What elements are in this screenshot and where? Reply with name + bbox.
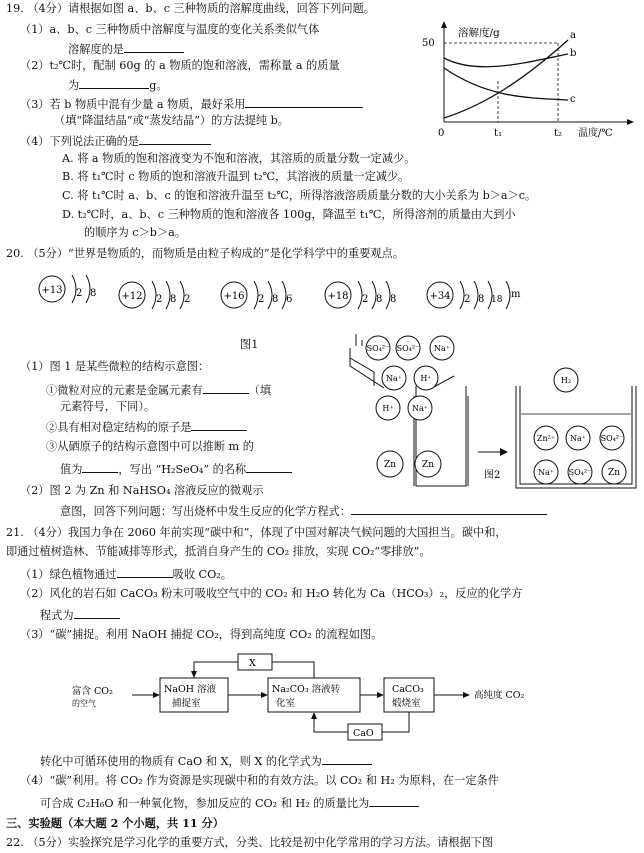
zinc-atom: Zn xyxy=(607,468,621,478)
shell-electrons: 8 xyxy=(478,294,485,305)
nucleus-charge: +12 xyxy=(121,291,143,302)
answer-blank[interactable] xyxy=(117,566,173,578)
flow-box1-line2: 捕捉室 xyxy=(172,698,201,709)
answer-blank[interactable] xyxy=(82,461,118,473)
q21-part3: （3）“碳”捕捉。利用 NaOH 捕捉 CO₂，得到高纯度 CO₂ 的流程如图。 xyxy=(20,628,383,641)
flow-input-line2: 的空气 xyxy=(72,699,96,708)
q19-option-d-line2: 的顺序为 c＞b＞a。 xyxy=(84,226,186,239)
ion-hydrogen: H⁺ xyxy=(420,374,432,383)
ion-sodium: Na⁺ xyxy=(412,404,428,413)
flow-input-line1: 富含 CO₂ xyxy=(72,686,113,697)
atomic-structure-figure xyxy=(28,272,540,318)
q21-part4-line1: （4）“碳”利用。将 CO₂ 作为资源是实现碳中和的有效方法。以 CO₂ 和 H₂ 为原料，在一定条件 xyxy=(20,774,499,787)
ion-sulfate: SO₄²⁻ xyxy=(600,434,624,443)
q19-part3-line2: （填“降温结晶”或“蒸发结晶”）的方法提纯 b。 xyxy=(54,114,289,127)
q19-option-a: A. 将 a 物质的饱和溶液变为不饱和溶液，其溶质的质量分数一定减少。 xyxy=(62,152,416,165)
solubility-graph xyxy=(418,18,640,142)
shell-electrons: 2 xyxy=(156,294,163,305)
q19-part3-line1: （3）若 b 物质中混有少量 a 物质，最好采用 xyxy=(20,96,363,112)
shell-electrons: 2 xyxy=(76,288,83,299)
curve-b-label: b xyxy=(570,48,577,59)
ion-zinc: Zn²⁺ xyxy=(536,434,556,443)
zinc-atom: Zn xyxy=(421,460,435,470)
answer-blank[interactable] xyxy=(139,133,211,145)
shell-electrons: m xyxy=(511,289,521,300)
q19-option-d-line1: D. t₂℃时，a、b、c 三种物质的饱和溶液各 100g，降温至 t₁℃，所得溶剂的质量由大到小 xyxy=(62,208,516,221)
q22-heading: 22. （5分）实验探究是学习化学的重要方式，分类、比较是初中化学常用的学习方法。请根据下图 xyxy=(6,836,494,849)
ion-sodium: Na⁺ xyxy=(386,374,402,383)
q19-option-b: B. 将 t₁℃时 c 物质的饱和溶液升温到 t₂℃，其溶液的质量一定减少。 xyxy=(62,170,410,183)
q21-part2-line1: （2）风化的岩石如 CaCO₃ 粉末可吸收空气中的 CO₂ 和 H₂O 转化为 Ca（HCO₃）₂，反应的化学方 xyxy=(20,587,523,600)
q19-part2-line2: 为 g。 xyxy=(68,79,168,92)
figure-2-caption: 图2 xyxy=(484,470,501,481)
q20-sub3-line2: 值为 ，写出 “H₂SeO₄” 的名称 xyxy=(60,461,292,477)
q21-part4-line2: 可合成 C₂H₆O 和一种氧化物，参加反应的 CO₂ 和 H₂ 的质量比为 xyxy=(40,795,419,811)
x-tick-t2: t₂ xyxy=(554,128,563,139)
q19-part1-line1: （1）a、b、c 三种物质中溶解度与温度的变化关系类似气体 xyxy=(20,23,320,36)
answer-blank[interactable] xyxy=(191,419,247,431)
co2-capture-flowchart xyxy=(72,650,572,746)
q21-heading-line2: 即通过植树造林、节能减排等形式，抵消自身产生的 CO₂ 排放，实现 CO₂“零排放”。 xyxy=(6,545,431,558)
ion-sulfate: SO₄²⁻ xyxy=(366,344,390,353)
curve-c-label: c xyxy=(570,94,576,105)
q19-part2-line1: （2）t₂℃时，配制 60g 的 a 物质的饱和溶液，需称量 a 的质量 xyxy=(20,59,340,72)
shell-electrons: 18 xyxy=(491,295,503,305)
answer-blank[interactable] xyxy=(369,795,419,807)
answer-blank[interactable] xyxy=(246,461,292,473)
q19-option-c: C. 将 t₁℃时 a、b、c 的饱和溶液升温至 t₂℃，所得溶液溶质质量分数的大小关系为 b＞a＞c。 xyxy=(62,189,537,202)
q20-sub3-line1: ③从硒原子的结构示意图中可以推断 m 的 xyxy=(46,440,254,453)
shell-electrons: 2 xyxy=(184,294,191,305)
x-tick-t1: t₁ xyxy=(494,128,503,139)
y-tick-50: 50 xyxy=(422,38,435,49)
ion-sodium: Na⁺ xyxy=(434,344,450,353)
zinc-atom: Zn xyxy=(383,460,397,470)
ion-sodium: Na⁺ xyxy=(538,468,554,477)
answer-blank[interactable] xyxy=(74,607,120,619)
shell-electrons: 2 xyxy=(258,294,265,305)
atom-diagram xyxy=(39,275,96,303)
q20-sub2: ②具有相对稳定结构的原子是 xyxy=(46,419,247,435)
flow-box3-line2: 煅烧室 xyxy=(392,698,421,709)
answer-blank[interactable] xyxy=(351,503,547,515)
q21-part2-line2: 程式为 xyxy=(40,607,120,623)
ion-sodium: Na⁺ xyxy=(570,434,586,443)
atom-diagram xyxy=(221,281,292,309)
flow-x-label: X xyxy=(249,658,256,669)
shell-electrons: 2 xyxy=(362,294,369,305)
shell-electrons: 6 xyxy=(286,294,293,305)
q20-sub1-line2: 元素符号，下同）。 xyxy=(60,400,156,413)
shell-electrons: 2 xyxy=(464,294,471,305)
nucleus-charge: +34 xyxy=(429,291,451,302)
x-axis-label: 温度/℃ xyxy=(578,128,613,139)
figure-1-caption: 图1 xyxy=(240,338,259,351)
shell-electrons: 8 xyxy=(170,294,177,305)
atom-diagram xyxy=(119,281,190,309)
atom-diagram xyxy=(325,281,396,309)
answer-blank[interactable] xyxy=(245,96,363,108)
answer-blank[interactable] xyxy=(79,77,149,89)
q21-heading-line1: 21. （4分）我国力争在 2060 年前实现“碳中和”，体现了中国对解决气候问题的大国担当。碳中和， xyxy=(6,526,507,539)
shell-electrons: 8 xyxy=(390,294,397,305)
flow-box1-line1: NaOH 溶液 xyxy=(164,684,217,695)
ion-sulfate: SO₄²⁻ xyxy=(568,468,592,477)
y-axis-label: 溶解度/g xyxy=(458,27,500,39)
section-3-heading: 三、实验题（本大题 2 个小题，共 11 分） xyxy=(6,816,224,830)
q19-heading: 19. （4分）请根据如图 a、b、c 三种物质的溶解度曲线，回答下列问题。 xyxy=(6,2,375,15)
answer-blank[interactable] xyxy=(124,41,184,53)
shell-electrons: 8 xyxy=(272,294,279,305)
flow-box2-line1: Na₂CO₃ 溶液转 xyxy=(272,684,341,695)
shell-electrons: 8 xyxy=(90,288,97,299)
curve-a-label: a xyxy=(570,30,576,41)
flow-output-label: 高纯度 CO₂ xyxy=(474,690,525,701)
ion-hydrogen: H⁺ xyxy=(382,404,394,413)
nucleus-charge: +13 xyxy=(41,285,63,296)
q20-part1: （1）图 1 是某些微粒的结构示意图： xyxy=(20,360,210,373)
q20-sub1-line1: ①微粒对应的元素是金属元素有 （填 xyxy=(46,384,272,397)
nucleus-charge: +18 xyxy=(327,291,349,302)
q20-heading: 20. （5分）“世界是物质的，而物质是由粒子构成的”是化学科学中的重要观点。 xyxy=(6,247,404,260)
q19-part1-line2: 溶解度的是 xyxy=(68,41,184,57)
atom-diagram xyxy=(427,281,521,309)
answer-blank[interactable] xyxy=(322,753,372,765)
ion-sulfate: SO₄²⁻ xyxy=(396,344,420,353)
answer-blank[interactable] xyxy=(203,382,249,394)
q21-part3-question: 转化中可循环使用的物质有 CaO 和 X，则 X 的化学式为 xyxy=(40,753,372,769)
reaction-microscopic-figure xyxy=(344,326,640,494)
flow-box2-line2: 化室 xyxy=(276,698,296,709)
q20-part2-line1: （2）图 2 为 Zn 和 NaHSO₄ 溶液反应的微观示 xyxy=(20,484,264,497)
flow-box3-line1: CaCO₃ xyxy=(392,684,424,695)
q20-part2-line2: 意图，回答下列问题：写出烧杯中发生反应的化学方程式： xyxy=(60,503,547,519)
hydrogen-molecule: H₂ xyxy=(560,376,572,385)
q19-part4: （4）下列说法正确的是 xyxy=(20,133,211,149)
q21-part1: （1）绿色植物通过 吸收 CO₂。 xyxy=(20,568,232,581)
flow-cao-label: CaO xyxy=(353,728,374,739)
shell-electrons: 8 xyxy=(376,294,383,305)
nucleus-charge: +16 xyxy=(223,291,245,302)
origin-label: 0 xyxy=(438,128,445,139)
